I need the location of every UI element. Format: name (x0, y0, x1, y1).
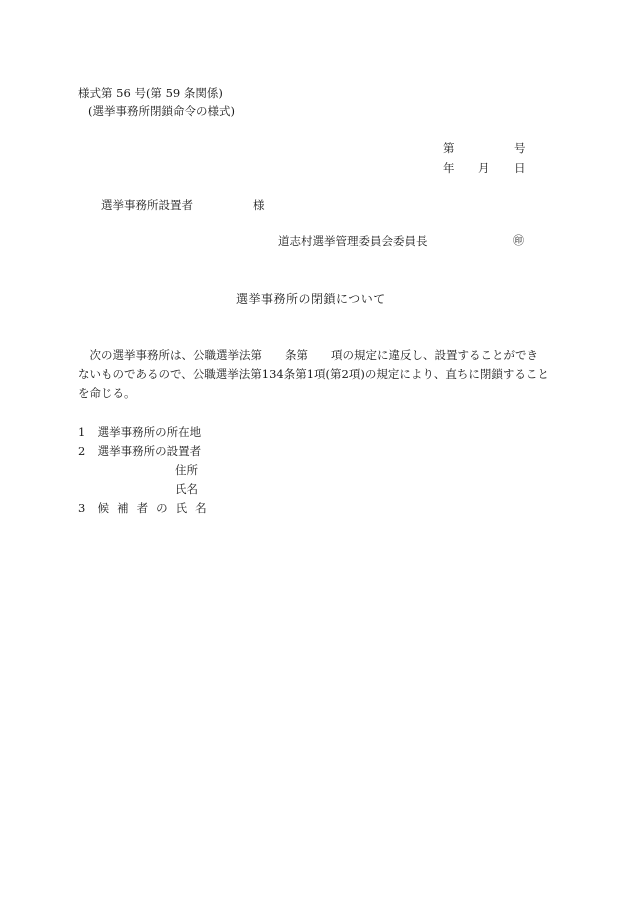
item-label: 候補者の氏名 (97, 501, 215, 515)
document-number-suffix: 号 (514, 141, 526, 155)
item-label: 選挙事務所の所在地 (97, 425, 202, 439)
date-day-label: 日 (514, 161, 526, 175)
body-paragraph (78, 346, 558, 403)
addressee-label: 選挙事務所設置者 (101, 198, 193, 212)
form-number: 様式第 56 号(第 59 条関係) (78, 86, 223, 100)
item-label: 選挙事務所の設置者 (97, 444, 202, 458)
list-item-installer (78, 442, 201, 460)
seal-mark: ㊞ (513, 234, 524, 247)
name-label: 氏名 (175, 482, 198, 496)
item-number: 3 (78, 501, 86, 515)
item-number: 1 (78, 425, 86, 439)
item-number: 2 (78, 444, 86, 458)
address-label: 住所 (175, 463, 198, 477)
sender-name: 道志村選挙管理委員会委員長 (278, 234, 428, 248)
body-line: 次の選挙事務所は、公職選挙法第 条第 項の規定に違反し、設置することができ (78, 348, 538, 362)
document-number-prefix: 第 (443, 141, 455, 155)
list-item-location (78, 423, 201, 441)
addressee-honorific: 様 (253, 198, 265, 212)
body-line: ないものであるので、公職選挙法第134条第1項(第2項)の規定により、直ちに閉鎖すること (78, 367, 549, 381)
form-subtitle: (選挙事務所閉鎖命令の様式) (88, 104, 235, 118)
date-year-label: 年 (443, 161, 455, 175)
body-line: を命じる。 (78, 386, 136, 400)
date-month-label: 月 (478, 161, 490, 175)
list-item-candidate (78, 499, 215, 517)
document-title: 選挙事務所の閉鎖について (236, 292, 386, 306)
